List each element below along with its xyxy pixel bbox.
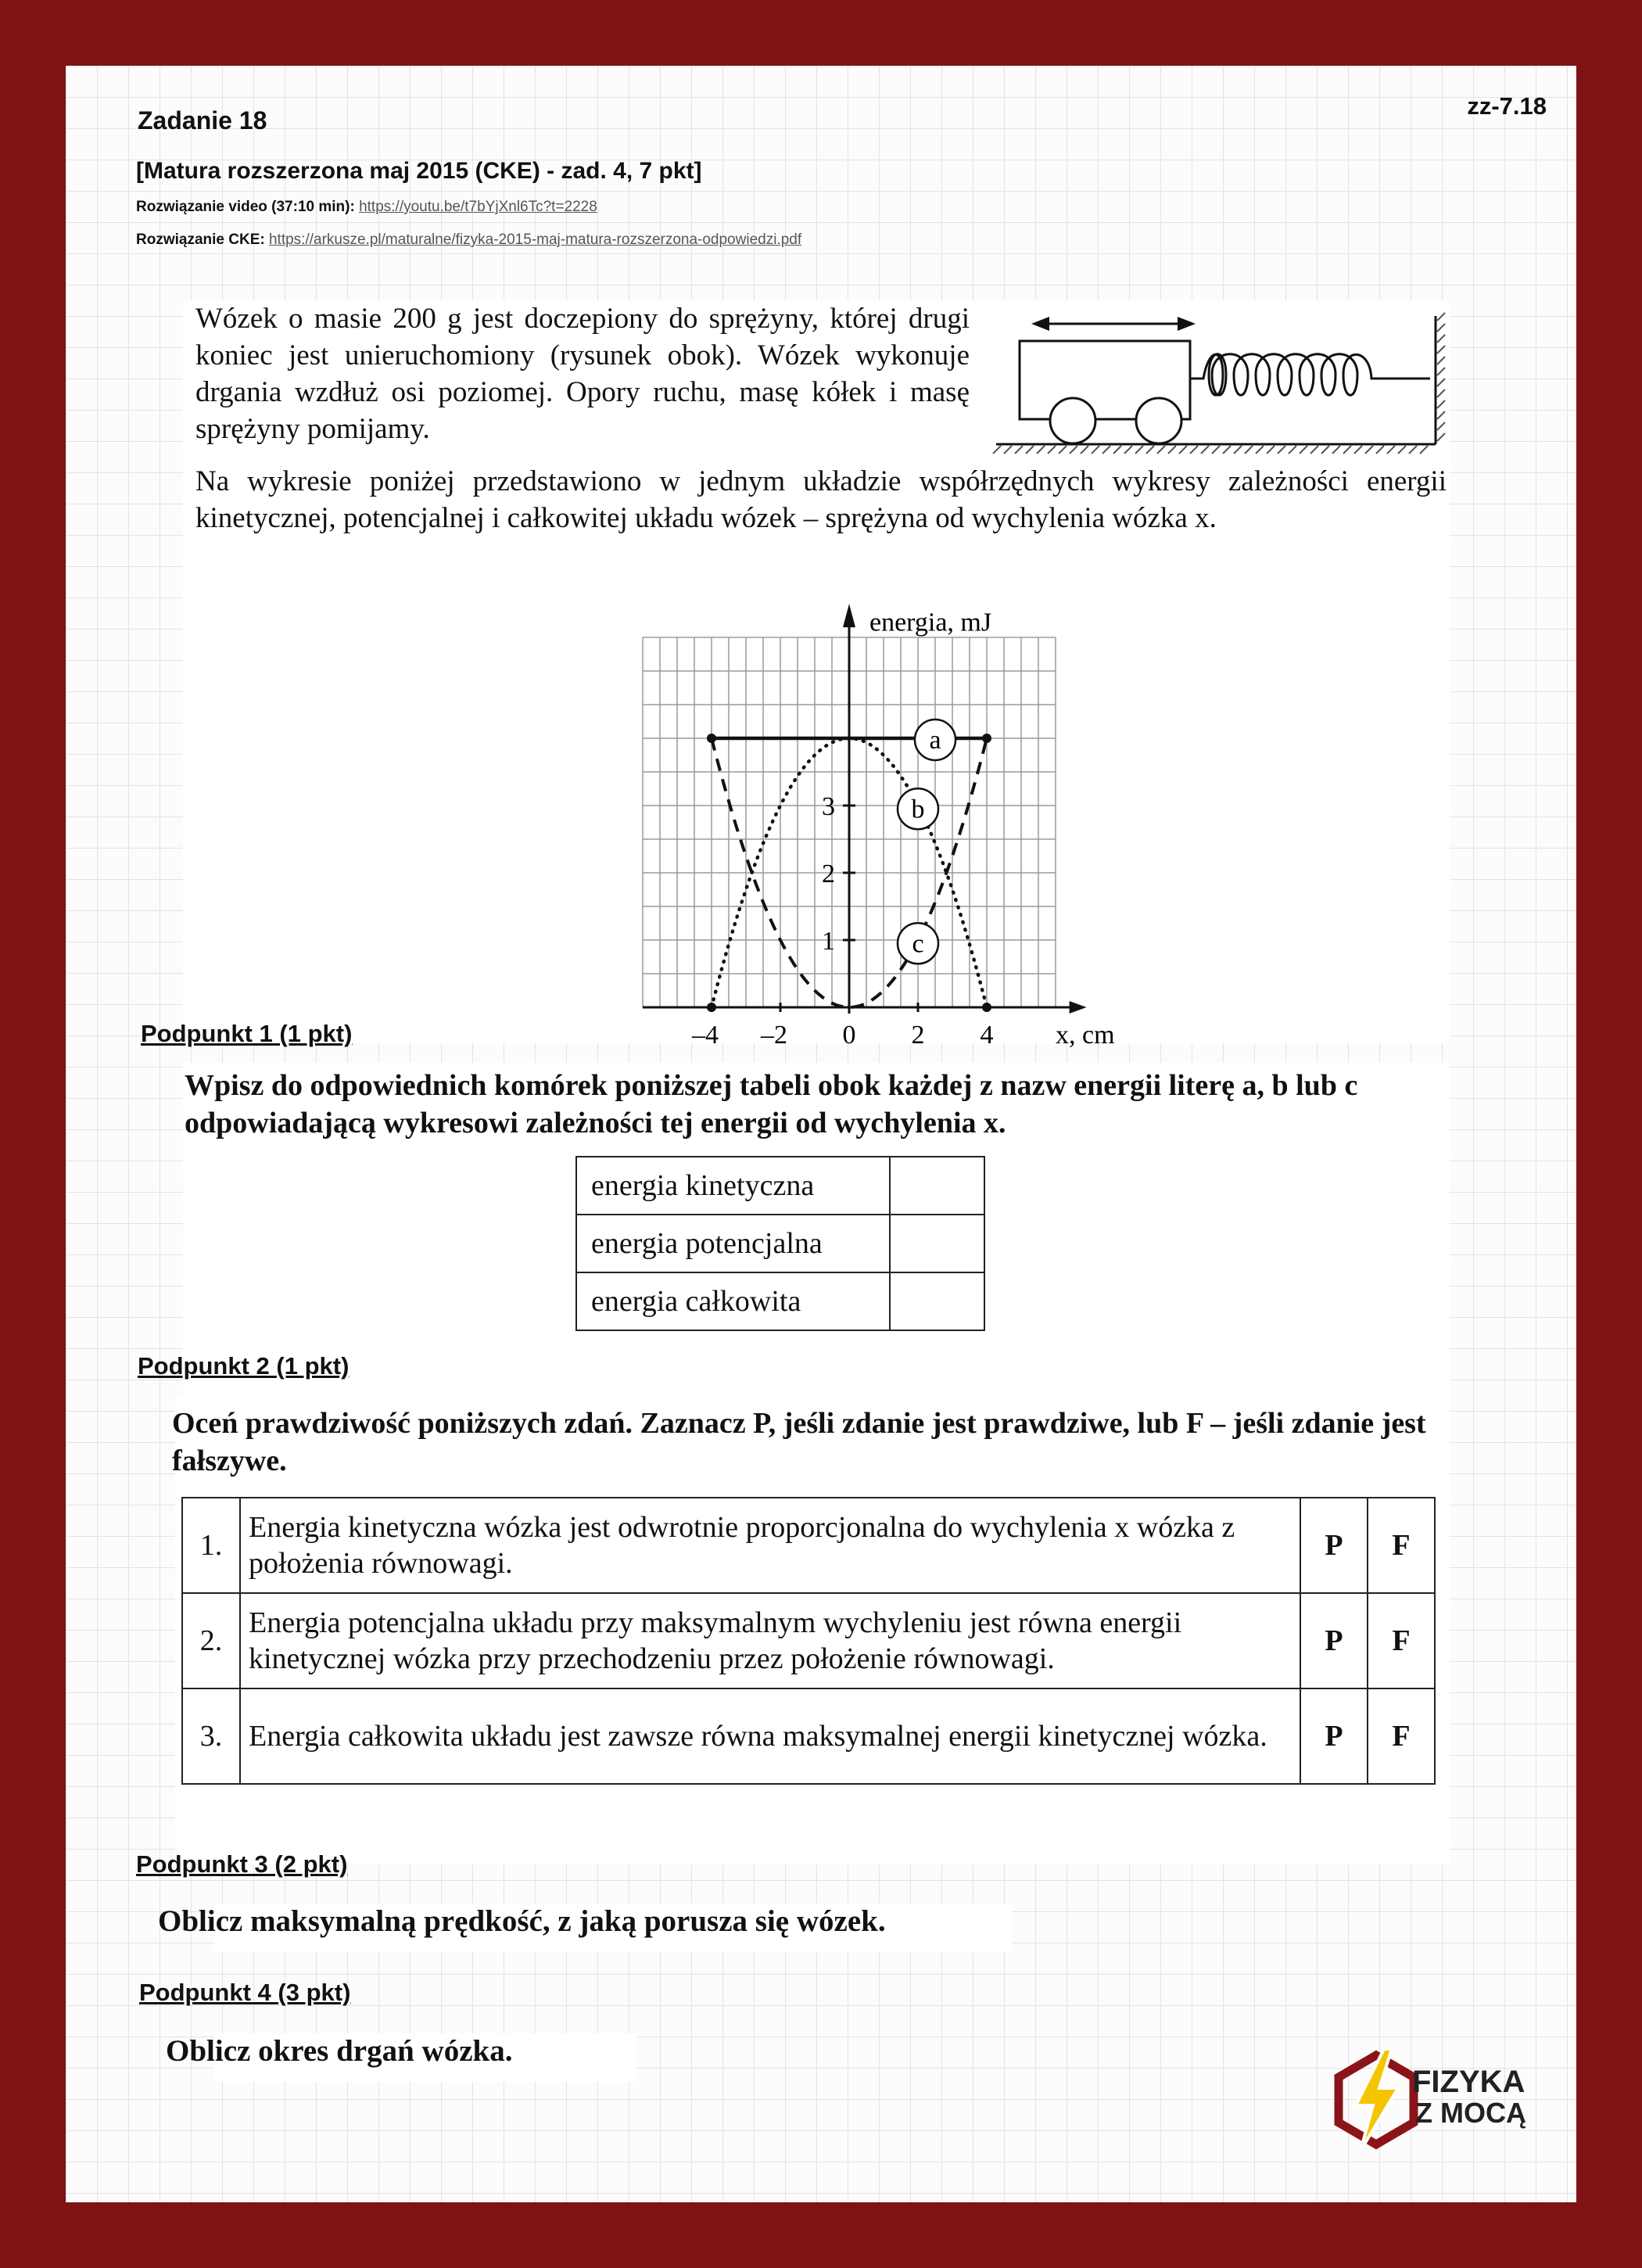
x-tick-label: 0 (842, 1021, 856, 1050)
part1-title: Podpunkt 1 (1 pkt) (141, 1020, 353, 1047)
chart-labels (691, 608, 1115, 1050)
true-option[interactable]: P (1300, 1498, 1368, 1593)
table-row (576, 1215, 984, 1272)
x-tick-label: 2 (911, 1021, 925, 1050)
endpoint-dot (982, 1003, 991, 1012)
true-false-table (181, 1497, 1436, 1785)
part3-instruction: Oblicz maksymalną prędkość, z jaką porusza się wózek. (158, 1904, 886, 1938)
false-option[interactable]: F (1368, 1498, 1435, 1593)
energy-chart (550, 551, 1129, 1050)
statement-text: Energia całkowita układu jest zawsze równa maksymalnej energii kinetycznej wózka. (240, 1688, 1300, 1784)
spring (1190, 354, 1430, 396)
statement-number: 3. (182, 1688, 240, 1784)
false-option[interactable]: F (1368, 1688, 1435, 1784)
part1-instruction: Wpisz do odpowiednich komórek poniższej tabeli obok każdej z nazw energii literę a, b lub c odpowiadającą wykresowi zależności tej energii od wychylenia x. (185, 1069, 1358, 1139)
worksheet-page (66, 66, 1576, 2202)
cke-link[interactable]: https://arkusze.pl/maturalne/fizyka-2015-maj-matura-rozszerzona-odpowiedzi.pdf (268, 231, 802, 248)
part3-title: Podpunkt 3 (2 pkt) (136, 1850, 348, 1878)
cart-wheel-right (1136, 398, 1181, 443)
endpoint-dot (982, 734, 991, 743)
cke-label: Rozwiązanie CKE: (136, 231, 269, 248)
x-tick-label: 4 (980, 1021, 994, 1050)
series-c-label: c (912, 929, 924, 959)
statement-text: Energia potencjalna układu przy maksymalnym wychyleniu jest równa energii kinetycznej wózka przy przechodzeniu przez położenie równowagi. (240, 1593, 1300, 1688)
table-row (576, 1157, 984, 1215)
x-axis-arrow-icon (1070, 1001, 1087, 1014)
table-row (182, 1498, 1435, 1593)
y-tick-label: 3 (822, 792, 835, 821)
y-tick-label: 1 (822, 927, 835, 956)
energy-answer-table (575, 1156, 985, 1331)
video-link[interactable]: https://youtu.be/t7bYjXnl6Tc?t=2228 (359, 199, 597, 215)
true-option[interactable]: P (1300, 1593, 1368, 1688)
part4-instruction: Oblicz okres drgań wózka. (166, 2034, 513, 2068)
part2-instruction: Oceń prawdziwość poniższych zdań. Zaznacz P, jeśli zdanie jest prawdziwe, lub F – jeśli zdanie jest fałszywe. (172, 1407, 1426, 1477)
video-label: Rozwiązanie video (37:10 min): (136, 199, 360, 215)
cart-wheel-left (1050, 398, 1095, 443)
endpoint-dot (707, 734, 716, 743)
hexagon-bolt-icon (1329, 2049, 1423, 2151)
series-b-label: b (911, 795, 925, 824)
statement-number: 1. (182, 1498, 240, 1593)
energy-row-label: energia kinetyczna (576, 1157, 890, 1215)
x-tick-label: –4 (692, 1021, 719, 1050)
energy-row-label: energia całkowita (576, 1272, 890, 1330)
answer-cell-kinetic[interactable] (890, 1157, 984, 1215)
answer-cell-potential[interactable] (890, 1215, 984, 1272)
energy-row-label: energia potencjalna (576, 1215, 890, 1272)
part2-title: Podpunkt 2 (1 pkt) (138, 1352, 350, 1380)
logo-line1: FIZYKA (1412, 2065, 1525, 2099)
table-row (576, 1272, 984, 1330)
x-tick-label: –2 (761, 1021, 787, 1050)
fizyka-z-moca-logo (1329, 2049, 1533, 2151)
table-row (182, 1593, 1435, 1688)
endpoint-dot (707, 1003, 716, 1012)
x-axis-label: x, cm (1056, 1021, 1115, 1050)
cke-solution-line (136, 231, 801, 249)
statement-text: Energia kinetyczna wózka jest odwrotnie proporcjonalna do wychylenia x wózka z położenia równowagi. (240, 1498, 1300, 1593)
chart-intro: Na wykresie poniżej przedstawiono w jednym układzie współrzędnych wykresy zależności energii kinetycznej, potencjalnej i całkowitej układu wózek – sprężyna od wychylenia wózka x. (195, 465, 1447, 534)
y-axis-arrow-icon (843, 604, 855, 627)
task-title: Zadanie 18 (138, 106, 267, 135)
video-solution-line (136, 199, 597, 216)
part4-title: Podpunkt 4 (3 pkt) (139, 1979, 351, 2006)
answer-cell-total[interactable] (890, 1272, 984, 1330)
table-row (182, 1688, 1435, 1784)
false-option[interactable]: F (1368, 1593, 1435, 1688)
problem-intro: Wózek o masie 200 g jest doczepiony do sprężyny, której drugi koniec jest unieruchomiony (rysunek obok). Wózek wykonuje drgania wzdłuż osi poziomej. Opory ruchu, masę kółek i masę sprężyny pomijamy. (195, 303, 970, 445)
y-axis-label: energia, mJ (869, 608, 992, 637)
task-code: zz-7.18 (1467, 92, 1547, 120)
source-line: [Matura rozszerzona maj 2015 (CKE) - zad. 4, 7 pkt] (136, 158, 702, 184)
series-a-label: a (929, 726, 941, 755)
true-option[interactable]: P (1300, 1688, 1368, 1784)
statement-number: 2. (182, 1593, 240, 1688)
motion-arrow-icon (1031, 317, 1196, 331)
cart-spring-figure (988, 300, 1457, 457)
logo-line2: Z MOCĄ (1415, 2097, 1526, 2129)
y-tick-label: 2 (822, 859, 835, 888)
chart-axes (643, 604, 1087, 1014)
